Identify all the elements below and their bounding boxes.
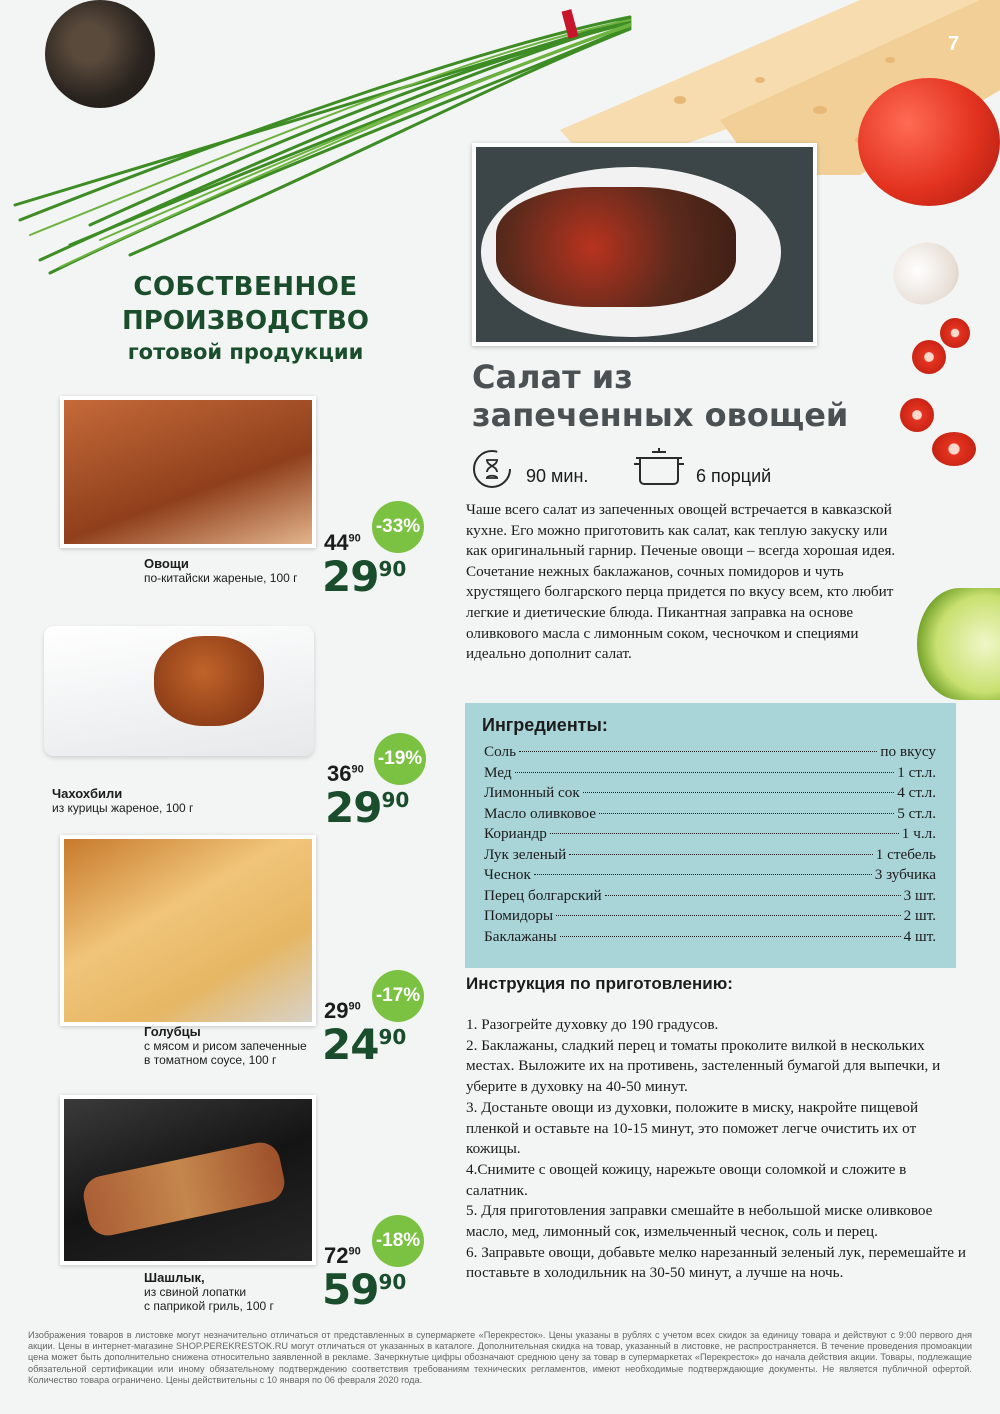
dot-leader bbox=[583, 792, 894, 793]
section-heading bbox=[108, 272, 383, 364]
instruction-step: 4.Снимите с овощей кожицу, нарежьте овощи соломкой и сложите в салатник. bbox=[466, 1160, 907, 1199]
ingredient-name: Мед bbox=[484, 763, 512, 781]
product-name: Овощи bbox=[144, 556, 189, 571]
servings: 6 порций bbox=[696, 466, 772, 486]
ingredient-row bbox=[484, 907, 936, 925]
ingredient-quantity: 5 ст.л. bbox=[897, 804, 936, 822]
dot-leader bbox=[569, 854, 872, 855]
ingredient-row bbox=[484, 764, 936, 782]
ingredient-name: Лук зеленый bbox=[484, 845, 567, 863]
ingredients-title: Ингредиенты: bbox=[482, 715, 608, 735]
ingredient-row bbox=[484, 866, 936, 884]
product-name: Шашлык, bbox=[144, 1270, 205, 1285]
instructions-list bbox=[466, 1015, 966, 1284]
lime-image bbox=[917, 588, 1000, 700]
old-price: $72^{90}$ bbox=[324, 1243, 361, 1268]
product-photo bbox=[60, 835, 316, 1026]
page-number: 7 bbox=[948, 33, 960, 55]
ingredient-row bbox=[484, 846, 936, 864]
discount-badge: -17% bbox=[372, 970, 424, 1022]
instruction-step: 3. Достаньте овощи из духовки, положите в миску, накройте пищевой пленкой и оставьте на 10-15 минут, это поможет легче очистить их от кожицы. bbox=[466, 1098, 919, 1158]
dot-leader bbox=[519, 751, 877, 752]
ingredient-quantity: 2 шт. bbox=[903, 907, 936, 924]
discount-badge: -18% bbox=[372, 1215, 424, 1267]
new-price: $29^{90}$ bbox=[322, 552, 407, 601]
section-heading-line3: готовой продукции bbox=[127, 340, 364, 364]
product-description: с мясом и рисом запеченные bbox=[144, 1039, 307, 1053]
ingredient-name: Перец болгарский bbox=[484, 886, 602, 904]
ingredient-quantity: 1 ч.л. bbox=[901, 825, 936, 842]
legal-disclaimer: Изображения товаров в листовке могут незначительно отличаться от представленных в супермаркете «Перекресток». Цены указаны в рублях с учетом всех скидок за единицу товара и действуют с 9:00 первого дня акции. Цены в интернет-магазине SHOP.PEREKRESTOK.RU могут отличаться от указанных в каталоге. Дополнительная скидка на товар, указанный в листовке, не распространяется. В течение проведения промоакции цена может быть дополнительно снижена относительно заявленной в рекламе. Зачеркнутые цифры обозначают среднюю цену за товар в супермаркетах «Перекресток» до начала действия акции. Товары, подлежащие обязательной сертификации или иному обязательному подтверждению соответствия требованиям технических регламентов, имеют необходимые подтверждающие документы. Не является публичной офертой. Количество товара ограничено. Цены действительны с 10 января по 06 февраля 2020 года. bbox=[28, 1330, 972, 1385]
product-name: Чахохбили bbox=[52, 786, 123, 801]
ingredient-name: Кориандр bbox=[484, 825, 547, 842]
ingredient-quantity: по вкусу bbox=[880, 743, 936, 760]
ingredient-row bbox=[484, 743, 936, 761]
cherry-tomato-slice-image bbox=[900, 398, 934, 432]
dot-leader bbox=[515, 772, 895, 773]
product-photo bbox=[60, 1095, 316, 1265]
ingredient-name: Баклажаны bbox=[484, 927, 557, 945]
ingredient-quantity: 1 стебель bbox=[875, 845, 936, 863]
pot-icon bbox=[632, 444, 686, 488]
ingredient-row bbox=[484, 805, 936, 823]
product-photo bbox=[60, 396, 316, 548]
instructions-title: Инструкция по приготовлению: bbox=[466, 974, 733, 993]
cooking-time: 90 мин. bbox=[526, 466, 589, 486]
ingredient-quantity: 3 шт. bbox=[903, 886, 936, 904]
recipe-intro: Чаше всего салат из запеченных овощей встречается в кавказской кухне. Его можно приготовить как салат, как теплую закуску или как оригинальный гарнир. Печеные овощи – всегда хорошая идея. Сочетание нежных баклажанов, сочных помидоров и чуть хрустящего болгарского перца придется по вкусу всем, кто любит легкие и диетические блюда. Пикантная заправка на основе оливкового масла с лимонным соком, чесночком и специями идеально дополнит салат. bbox=[466, 501, 896, 663]
dot-leader bbox=[550, 833, 899, 834]
discount-badge: -19% bbox=[374, 733, 426, 785]
dot-leader bbox=[556, 915, 900, 916]
dot-leader bbox=[605, 895, 901, 896]
cherry-tomato-slice-image bbox=[912, 340, 946, 374]
instruction-step: 5. Для приготовления заправки смешайте в небольшой миске оливковое масло, мед, лимонный сок, измельченный чеснок, соль и перец. bbox=[466, 1202, 933, 1241]
product-description: по-китайски жареные, 100 г bbox=[144, 571, 298, 585]
instruction-step: 2. Баклажаны, сладкий перец и томаты проколите вилкой в нескольких местах. Выложите их на противень, застеленный бумагой для выпечки, и уберите в духовку на 40-50 минут. bbox=[466, 1036, 941, 1096]
dot-leader bbox=[534, 874, 872, 875]
old-price: $44^{90}$ bbox=[324, 530, 361, 555]
ingredient-name: Чеснок bbox=[484, 866, 531, 883]
dot-leader bbox=[599, 813, 894, 814]
product-description: из свиной лопатки bbox=[144, 1285, 247, 1299]
timer-icon bbox=[470, 447, 514, 491]
ingredient-row bbox=[484, 784, 936, 802]
recipe-title bbox=[472, 358, 848, 434]
ingredient-name: Соль bbox=[484, 743, 517, 760]
instruction-step: 6. Заправьте овощи, добавьте мелко нарезанный зеленый лук, перемешайте и поставьте в холодильник на 30-50 минут, а лучше на ночь. bbox=[466, 1243, 966, 1282]
new-price: $59^{90}$ bbox=[322, 1265, 407, 1314]
old-price: $36^{90}$ bbox=[327, 761, 364, 786]
dot-leader bbox=[560, 936, 901, 937]
recipe-title-line2: запеченных овощей bbox=[472, 396, 849, 434]
garlic-image bbox=[883, 232, 967, 314]
recipe-title-line1: Салат из bbox=[472, 358, 633, 396]
instruction-step: 1. Разогрейте духовку до 190 градусов. bbox=[466, 1016, 719, 1033]
tomato-image bbox=[858, 78, 1000, 206]
ingredient-quantity: 4 ст.л. bbox=[897, 784, 936, 801]
product-name: Голубцы bbox=[144, 1024, 201, 1039]
product-description: в томатном соусе, 100 г bbox=[144, 1053, 277, 1067]
ingredient-name: Масло оливковое bbox=[484, 804, 597, 822]
product-description: с паприкой гриль, 100 г bbox=[144, 1299, 274, 1313]
ingredient-name: Помидоры bbox=[484, 907, 554, 924]
section-heading-line1: СОБСТВЕННОЕ bbox=[133, 272, 358, 302]
new-price: $24^{90}$ bbox=[322, 1020, 407, 1069]
ingredient-row bbox=[484, 887, 936, 905]
ingredient-quantity: 4 шт. bbox=[903, 927, 936, 945]
cherry-tomato-slice-image bbox=[932, 432, 976, 466]
section-heading-line2: ПРОИЗВОДСТВО bbox=[122, 306, 369, 336]
recipe-photo bbox=[472, 143, 817, 346]
ingredient-name: Лимонный сок bbox=[484, 784, 580, 801]
product-photo bbox=[44, 626, 314, 756]
ingredient-quantity: 1 ст.л. bbox=[897, 763, 936, 781]
ingredient-quantity: 3 зубчика bbox=[874, 866, 936, 883]
discount-badge: -33% bbox=[372, 501, 424, 553]
ingredient-row bbox=[484, 825, 936, 843]
product-description: из курицы жареное, 100 г bbox=[52, 801, 194, 815]
cherry-tomato-slice-image bbox=[940, 318, 970, 348]
ingredient-row bbox=[484, 928, 936, 946]
new-price: $29^{90}$ bbox=[325, 783, 410, 832]
old-price: $29^{90}$ bbox=[324, 998, 361, 1023]
